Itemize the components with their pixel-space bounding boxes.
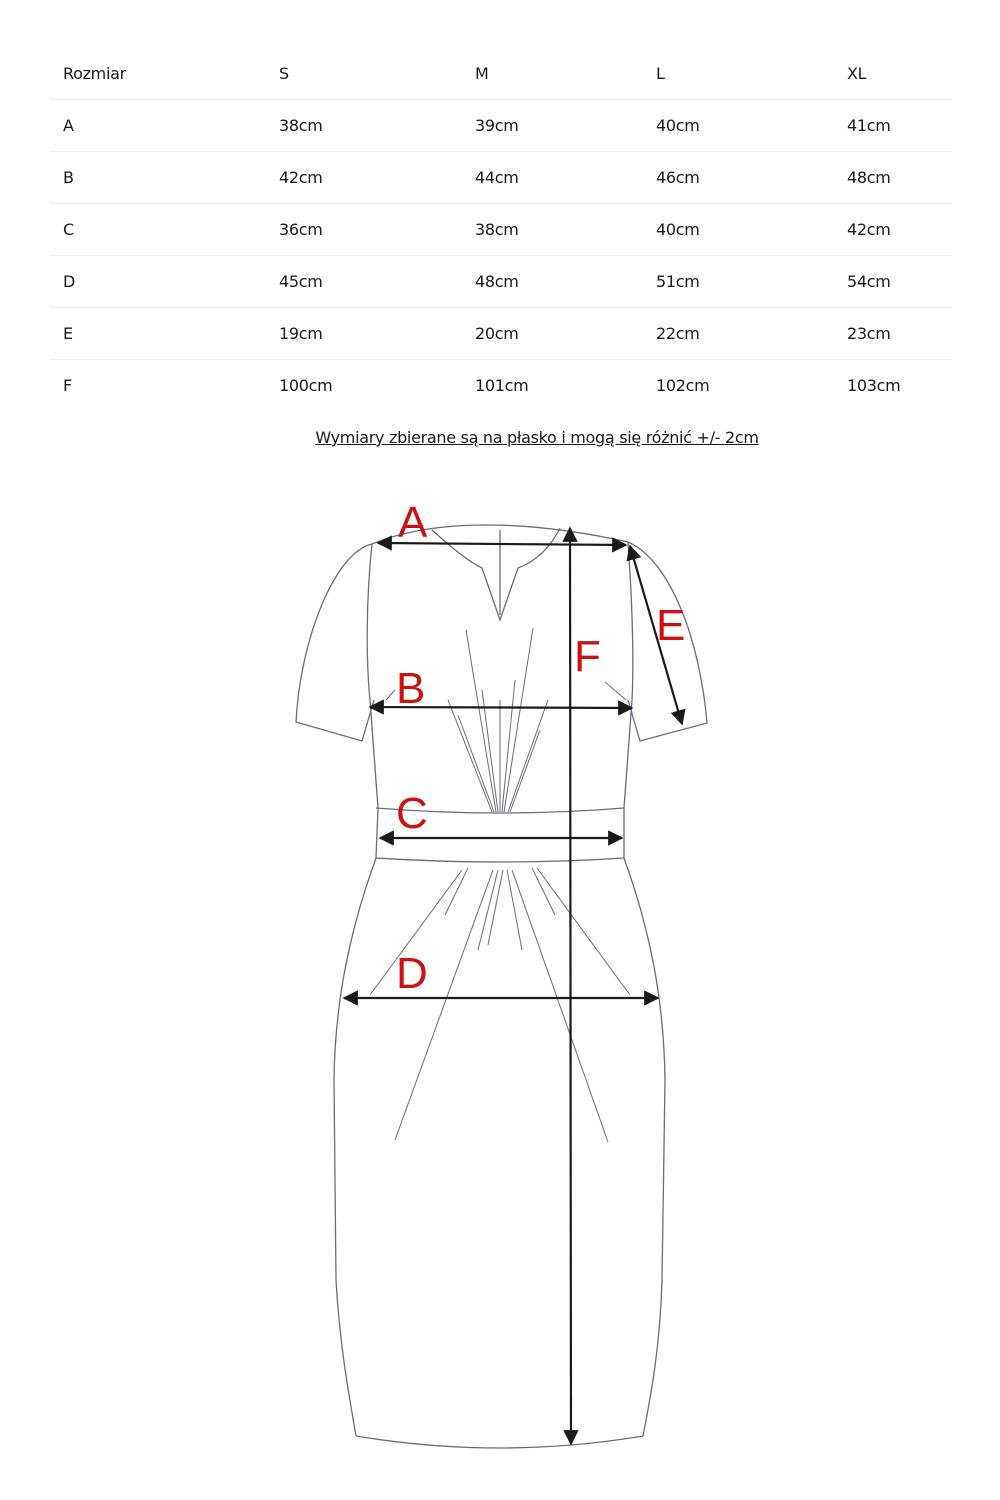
table-cell: 100cm xyxy=(279,376,333,395)
header-cell: S xyxy=(266,48,462,100)
table-cell: 101cm xyxy=(475,376,529,395)
arrow-f xyxy=(570,528,571,1444)
table-cell: D xyxy=(50,256,266,308)
table-cell: B xyxy=(50,152,266,204)
table-cell: 54cm xyxy=(834,256,952,308)
hem xyxy=(356,1436,643,1448)
front-neck-opening xyxy=(432,528,560,620)
table-cell: 38cm xyxy=(462,204,643,256)
table-cell: 22cm xyxy=(643,308,834,360)
measurement-note: Wymiary zbierane są na płasko i mogą się różnić +/- 2cm xyxy=(315,428,759,447)
table-cell: 19cm xyxy=(266,308,462,360)
table-cell: 40cm xyxy=(643,100,834,152)
table-cell: 45cm xyxy=(266,256,462,308)
measurement-arrows xyxy=(344,528,682,1444)
table-cell: 42cm xyxy=(834,204,952,256)
label-e: E xyxy=(656,601,686,650)
waistband-left xyxy=(376,808,378,858)
label-c: C xyxy=(396,789,428,838)
table-cell: 48cm xyxy=(462,256,643,308)
dress-outline xyxy=(296,525,707,1448)
table-cell: 46cm xyxy=(643,152,834,204)
label-a: A xyxy=(398,498,428,547)
header-cell: XL xyxy=(834,48,952,100)
left-side-upper xyxy=(370,700,378,808)
label-b: B xyxy=(396,664,426,713)
header-cell: Rozmiar xyxy=(50,48,266,100)
left-sleeve xyxy=(296,544,374,741)
left-skirt-side xyxy=(334,858,376,1436)
table-cell: 44cm xyxy=(462,152,643,204)
table-cell: A xyxy=(50,100,266,152)
waistband-bottom xyxy=(376,858,624,862)
label-d: D xyxy=(396,949,428,998)
table-cell: 48cm xyxy=(834,152,952,204)
table-cell: 103cm xyxy=(847,376,901,395)
table-cell: 20cm xyxy=(462,308,643,360)
right-armhole xyxy=(628,542,633,700)
table-cell: C xyxy=(50,204,266,256)
table-cell: F xyxy=(63,376,72,395)
table-cell: 36cm xyxy=(266,204,462,256)
right-skirt-side xyxy=(624,858,665,1436)
table-cell: 23cm xyxy=(834,308,952,360)
header-cell: M xyxy=(462,48,643,100)
table-cell: E xyxy=(50,308,266,360)
header-cell: L xyxy=(643,48,834,100)
table-cell: 38cm xyxy=(266,100,462,152)
table-cell: 40cm xyxy=(643,204,834,256)
right-side-upper xyxy=(624,700,632,808)
table-cell: 102cm xyxy=(656,376,710,395)
table-cell: 42cm xyxy=(266,152,462,204)
left-armhole xyxy=(367,544,372,700)
label-f: F xyxy=(574,632,601,681)
table-cell: 39cm xyxy=(462,100,643,152)
table-cell: 51cm xyxy=(643,256,834,308)
table-cell: 41cm xyxy=(834,100,952,152)
